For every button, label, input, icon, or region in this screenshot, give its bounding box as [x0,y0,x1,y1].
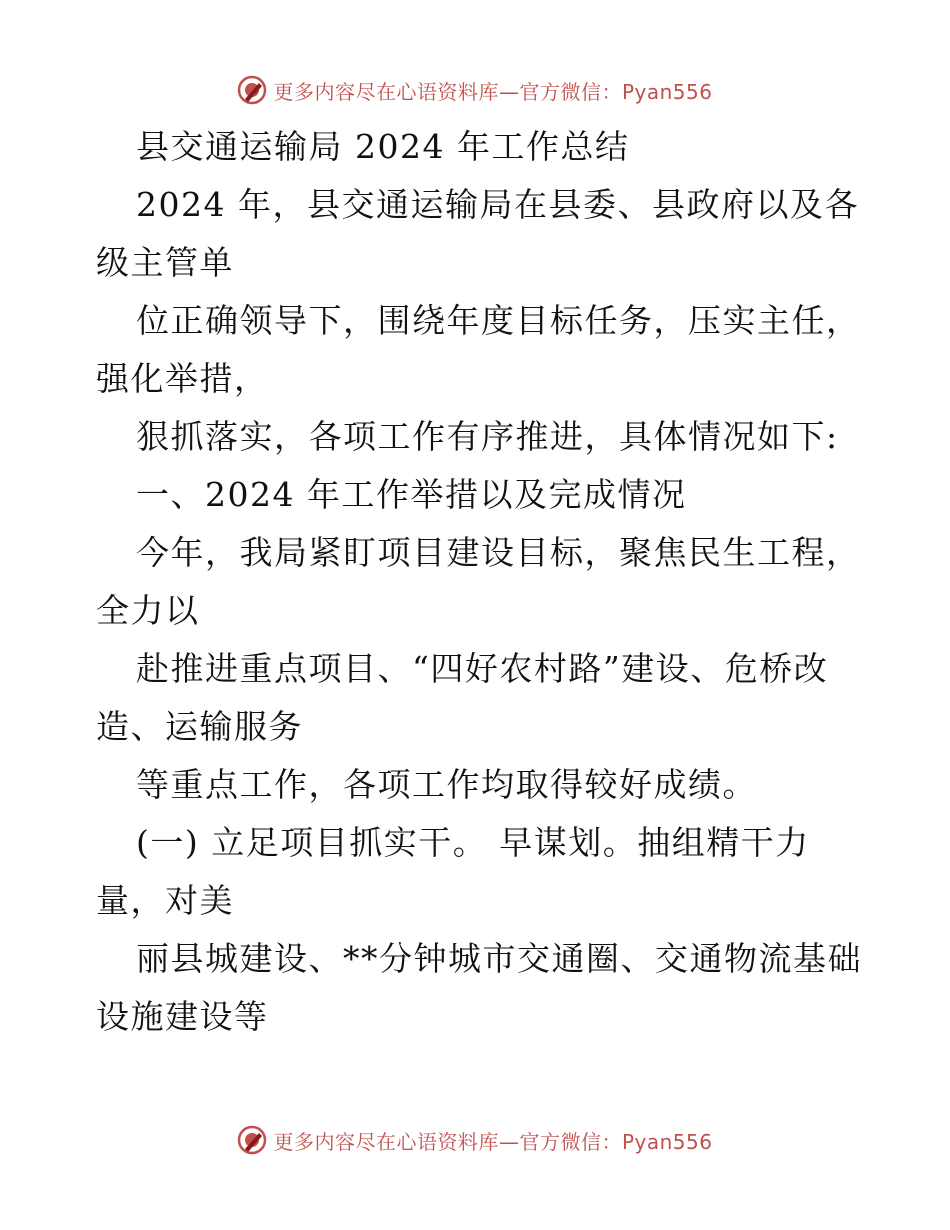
doc-line-6: 狠抓落实，各项工作有序推进，具体情况如下: [136,417,839,456]
doc-line-10: 赴推进重点项目、“四好农村路”建设、危桥改 [136,649,829,688]
doc-line-13: (一) 立足项目抓实干。 早谋划。抽组精干力 [136,823,810,862]
doc-line-12: 等重点工作，各项工作均取得较好成绩。 [136,765,757,804]
header-watermark [0,70,950,110]
doc-line-15: 丽县城建设、**分钟城市交通圈、交通物流基础 [136,939,862,978]
doc-line-11: 造、运输服务 [96,707,303,746]
footer-watermark [0,1120,950,1160]
doc-line-9: 全力以 [96,591,200,630]
doc-line-4: 位正确领导下，围绕年度目标任务，压实主任， [136,301,861,340]
document-body [96,118,862,1046]
doc-line-3: 级主管单 [96,243,234,282]
doc-line-5: 强化举措， [96,359,269,398]
pen-logo-icon [237,75,267,105]
watermark-text: 更多内容尽在心语资料库—官方微信：Pyan556 [273,79,713,104]
watermark-text: 更多内容尽在心语资料库—官方微信：Pyan556 [273,1129,713,1154]
doc-line-7: 一、2024 年工作举措以及完成情况 [136,475,687,514]
pen-logo-icon [237,1125,267,1155]
doc-line-14: 量，对美 [96,881,234,920]
doc-line-1: 县交通运输局 2024 年工作总结 [136,127,630,166]
doc-line-16: 设施建设等 [96,997,269,1036]
doc-line-8: 今年，我局紧盯项目建设目标，聚焦民生工程， [136,533,861,572]
doc-line-2: 2024 年，县交通运输局在县委、县政府以及各 [136,185,859,224]
